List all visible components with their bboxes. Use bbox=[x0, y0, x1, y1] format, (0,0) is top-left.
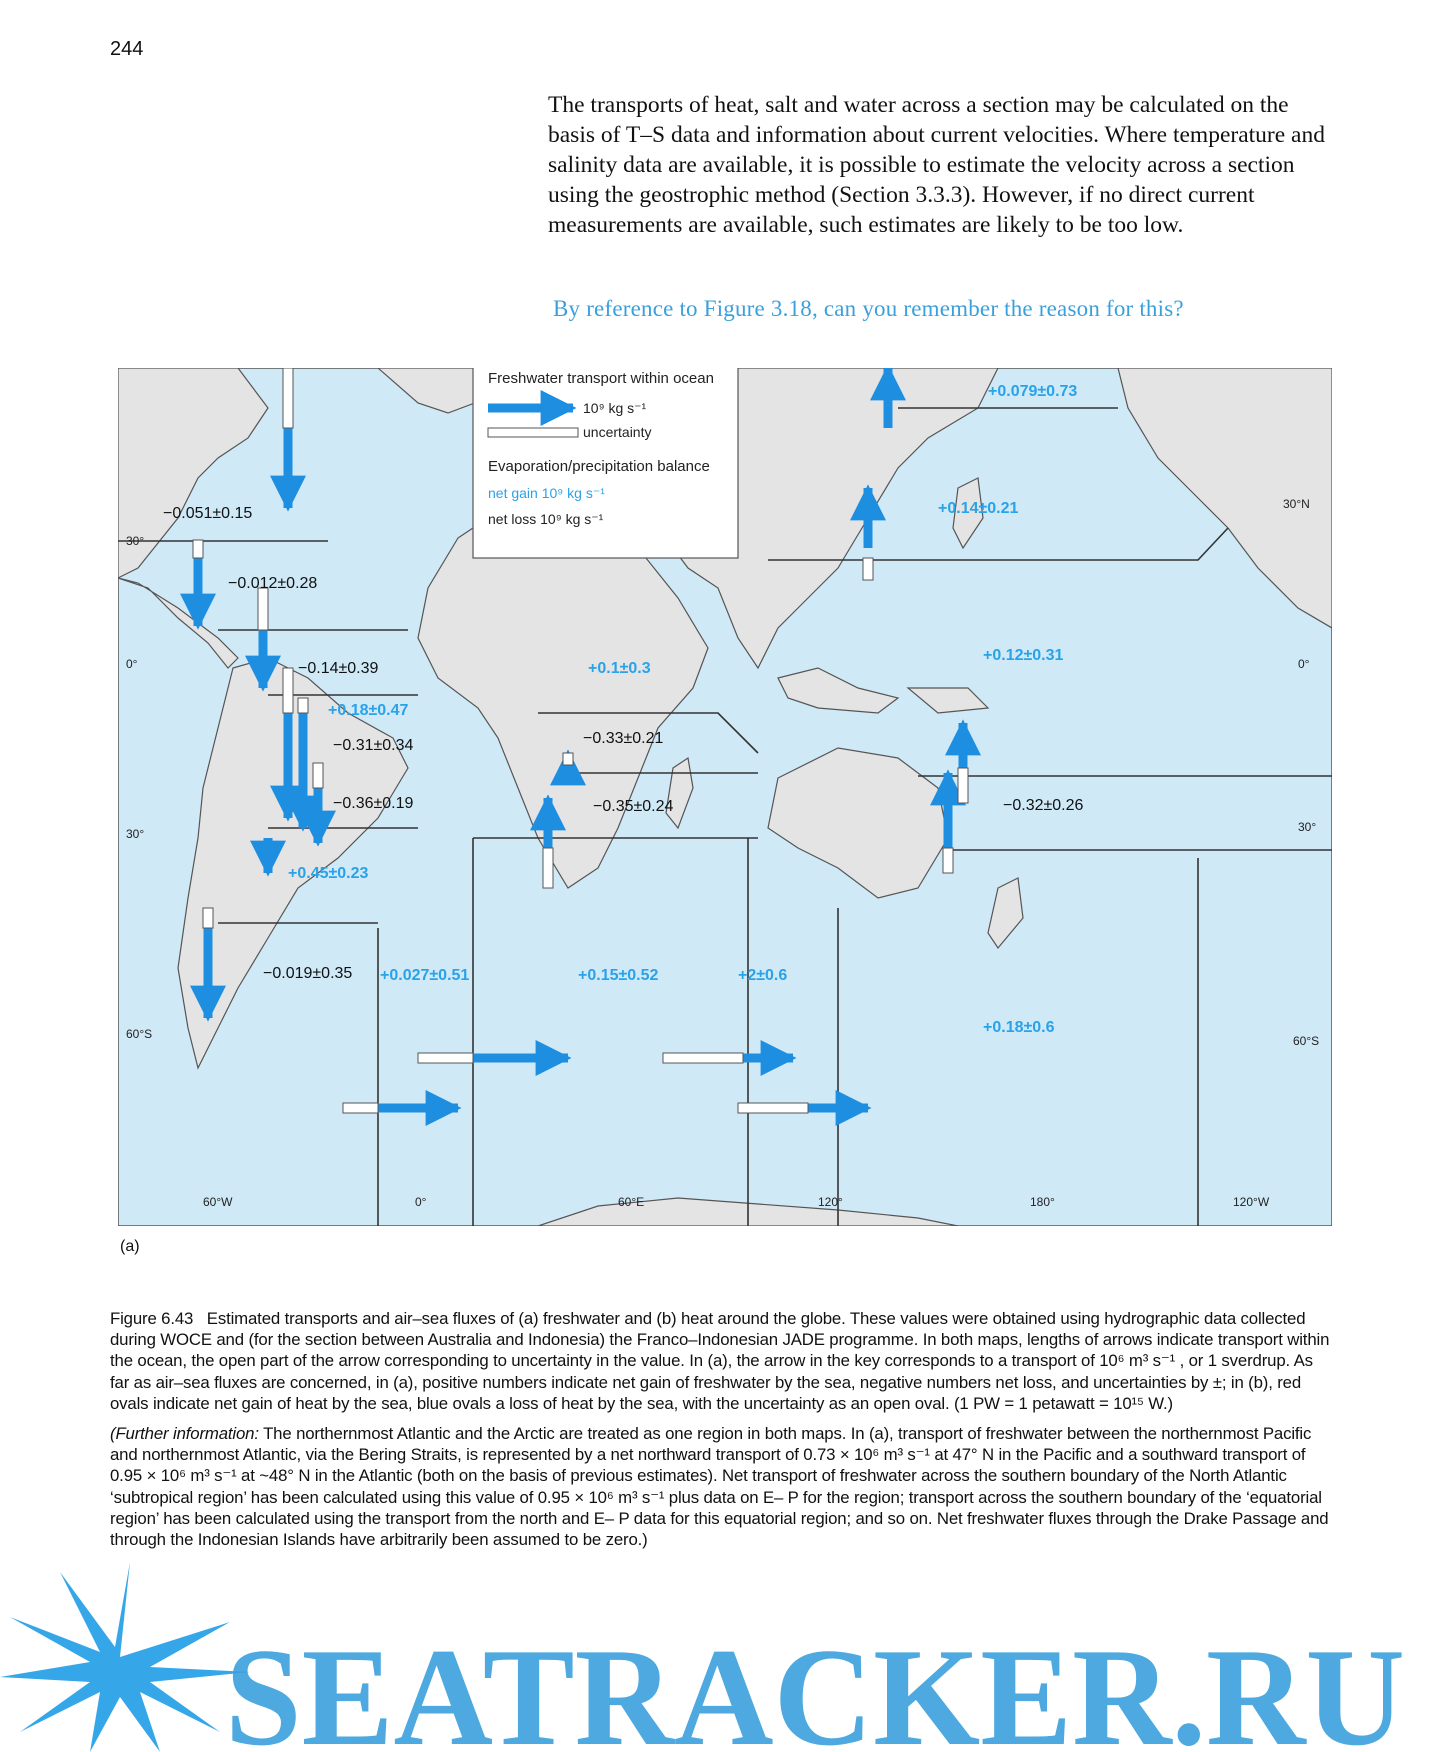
label-s-ocean-2: +0.15±0.52 bbox=[578, 967, 659, 984]
label-ind-eq: +0.1±0.3 bbox=[588, 660, 651, 677]
lat-30s-right: 30° bbox=[1298, 820, 1317, 834]
caption-further bbox=[110, 1423, 1330, 1550]
legend-uncertainty-bar bbox=[488, 428, 578, 437]
lon-180: 180° bbox=[1030, 1195, 1055, 1209]
lon-120w: 120°W bbox=[1233, 1195, 1270, 1209]
legend-arrow-label: 10⁹ kg s⁻¹ bbox=[583, 400, 647, 416]
lon-60e: 60°E bbox=[618, 1195, 645, 1209]
label-s-ocean-3: +2±0.6 bbox=[738, 967, 788, 984]
lat-30n-left: 30° bbox=[126, 534, 145, 548]
legend bbox=[473, 368, 738, 558]
label-pac-eq: +0.12±0.31 bbox=[983, 647, 1064, 664]
lat-60s-left: 60°S bbox=[126, 1027, 153, 1041]
lon-0: 0° bbox=[415, 1195, 427, 1209]
label-n-atl: −0.051±0.15 bbox=[163, 505, 253, 522]
lat-60s-right: 60°S bbox=[1293, 1034, 1320, 1048]
question-text: By reference to Figure 3.18, can you remember the reason for this? bbox=[553, 296, 1184, 321]
label-s-ocean-pac: +0.18±0.6 bbox=[983, 1019, 1055, 1036]
page-number: 244 bbox=[110, 38, 144, 60]
label-s-atl-1: +0.18±0.47 bbox=[328, 702, 409, 719]
legend-net-gain: net gain 10⁹ kg s⁻¹ bbox=[488, 485, 605, 501]
panel-label: (a) bbox=[120, 1238, 140, 1255]
label-pac-2: +0.14±0.21 bbox=[938, 500, 1019, 517]
legend-net-loss: net loss 10⁹ kg s⁻¹ bbox=[488, 511, 604, 527]
lat-0-left: 0° bbox=[126, 657, 138, 671]
label-n-pac: +0.079±0.73 bbox=[988, 383, 1078, 400]
label-s-ocean-atl: −0.019±0.35 bbox=[263, 965, 353, 982]
watermark-text: SEATRACKER.RU bbox=[225, 1620, 1405, 1752]
legend-uncertainty-label: uncertainty bbox=[583, 424, 652, 440]
label-s-pac: −0.32±0.26 bbox=[1003, 797, 1084, 814]
watermark-starburst bbox=[0, 1562, 250, 1752]
lon-60w: 60°W bbox=[203, 1195, 233, 1209]
caption-main bbox=[110, 1308, 1330, 1414]
caption-text: Estimated transports and air–sea fluxes of (a) freshwater and (b) heat around the globe. These values were obtained using hydrographic data collected during WOCE and (for the section between Australia and Indonesia) the Franco–Indonesian JADE programme. In both maps, lengths of arrows indicate transport within the ocean, the open part of the arrow corresponding to uncertainty in the value. In (a), the arrow in the key corresponds to a transport of 10⁶ m³ s⁻¹ , or 1 sverdrup. As far as air–sea fluxes are concerned, in (a), positive numbers indicate net gain of freshwater by the sea, negative numbers net loss, and uncertainties by ±; in (b), red ovals indicate net gain of heat by the sea, blue ovals a loss of heat by the sea, with the uncertainty as an open oval. (1 PW = 1 petawatt = 10¹⁵ W.) bbox=[110, 1309, 1330, 1413]
label-eq-atl: −0.14±0.39 bbox=[298, 660, 379, 677]
label-ind-2: −0.35±0.24 bbox=[593, 798, 674, 815]
legend-balance-title: Evaporation/precipitation balance bbox=[488, 458, 710, 475]
freshwater-transport-map bbox=[118, 368, 1332, 1226]
label-s-atl-2: −0.31±0.34 bbox=[333, 737, 414, 754]
figure-caption bbox=[110, 1308, 1330, 1559]
label-subtrop-atl: −0.012±0.28 bbox=[228, 575, 318, 592]
lat-30n-right: 30°N bbox=[1283, 497, 1310, 511]
watermark bbox=[0, 1562, 1446, 1752]
label-s-atl-4: +0.45±0.23 bbox=[288, 865, 369, 882]
label-s-ocean-1: +0.027±0.51 bbox=[380, 967, 470, 984]
label-ind-1: −0.33±0.21 bbox=[583, 730, 664, 747]
caption-further-label: (Further information: bbox=[110, 1424, 259, 1444]
lat-0-right: 0° bbox=[1298, 657, 1310, 671]
caption-further-text: The northernmost Atlantic and the Arctic are treated as one region in both maps. In (a), transport of freshwater between the northernmost Pacific and northernmost Atlantic, via the Bering Straits, is represented by a net northward transport of 0.73 × 10⁶ m³ s⁻¹ at 47° N in the Pacific and a southward transport of 0.95 × 10⁶ m³ s⁻¹ at ~48° N in the Atlantic (both on the basis of previous estimates). Net transport of freshwater across the southern boundary of the North Atlantic ‘subtropical region’ has been calculated using this value of 0.95 × 10⁶ m³ s⁻¹ plus data on E– P for the region; transport across the southern boundary of the ‘equatorial region’ has been calculated using the transport from the north and E– P data for this equatorial region; and so on. Net freshwater fluxes through the Drake Passage and through the Indonesian Islands have arbitrarily been assumed to be zero.) bbox=[110, 1424, 1329, 1550]
legend-title: Freshwater transport within ocean bbox=[488, 370, 714, 387]
lat-30s-left: 30° bbox=[126, 827, 145, 841]
caption-label: Figure 6.43 bbox=[110, 1309, 194, 1328]
label-s-atl-3: −0.36±0.19 bbox=[333, 795, 414, 812]
lon-120: 120° bbox=[818, 1195, 843, 1209]
body-paragraph: The transports of heat, salt and water across a section may be calculated on the basis of T–S data and information about current velocities. Where temperature and salinity data are available, it is possible to estimate the velocity across a section using the geostrophic method (Section 3.3.3). However, if no direct current measurements are available, such estimates are likely to be too low. bbox=[548, 92, 1325, 238]
